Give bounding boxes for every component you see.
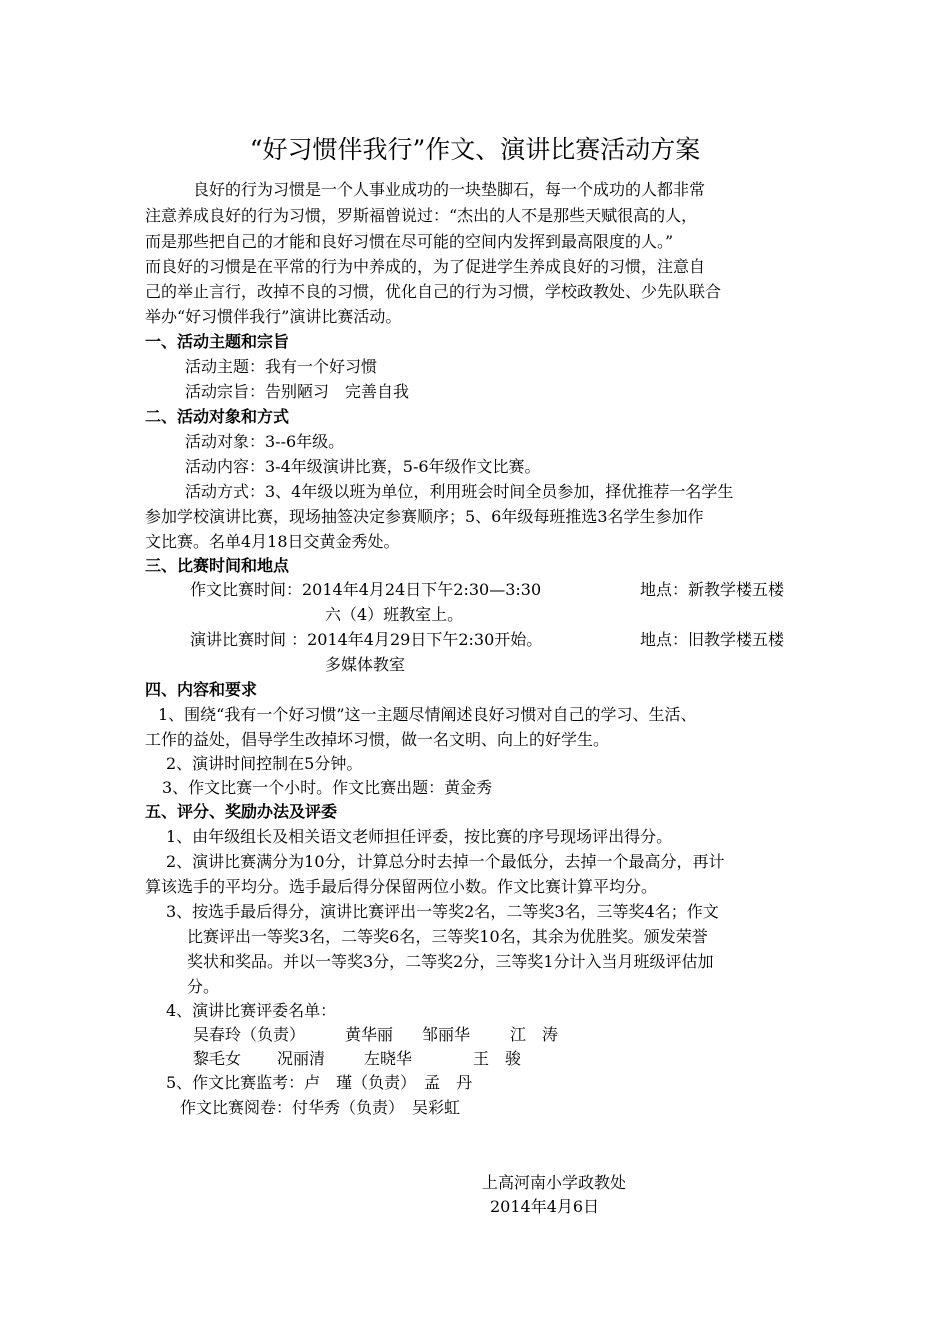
intro-line: 而是那些把自己的才能和良好习惯在尽可能的空间内发挥到最高限度的人。” <box>145 232 674 251</box>
intro-line: 举办“好习惯伴我行”演讲比赛活动。 <box>145 307 402 326</box>
section-heading-theme: 一、活动主题和宗旨 <box>145 332 290 351</box>
scoring-rule-3-line: 分。 <box>187 977 220 996</box>
judges-list-heading: 4、演讲比赛评委名单： <box>166 1001 337 1020</box>
scoring-rule-2-line: 2、演讲比赛满分为10分，计算总分时去掉一个最低分，去掉一个最高分，再计 <box>166 852 725 871</box>
judge-name: 况丽清 <box>277 1049 326 1068</box>
activity-method-line: 活动方式：3、4年级以班为单位，利用班会时间全员参加，择优推荐一名学生 <box>185 482 734 501</box>
essay-contest-time: 作文比赛时间：2014年4月24日下午2:30—3:30 <box>190 580 542 599</box>
requirement-2: 2、演讲时间控制在5分钟。 <box>166 754 363 773</box>
judge-name: 左晓华 <box>364 1049 413 1068</box>
section-heading-schedule: 三、比赛时间和地点 <box>145 556 290 575</box>
speech-contest-room: 多媒体教室 <box>325 655 406 674</box>
issuing-office: 上高河南小学政教处 <box>482 1173 627 1192</box>
intro-line: 良好的行为习惯是一个人事业成功的一块垫脚石，每一个成功的人都非常 <box>193 180 706 199</box>
judge-name: 黎毛女 <box>193 1049 242 1068</box>
judge-name: 吴春玲（负责） <box>193 1025 306 1044</box>
activity-theme: 活动主题：我有一个好习惯 <box>185 357 378 376</box>
activity-target: 活动对象：3--6年级。 <box>185 432 345 451</box>
requirement-1-line: 工作的益处，倡导学生改掉坏习惯，做一名文明、向上的好学生。 <box>145 730 610 749</box>
activity-method-line: 参加学校演讲比赛，现场抽签决定参赛顺序；5、6年级每班推选3名学生参加作 <box>145 507 704 526</box>
speech-contest-place: 地点：旧教学楼五楼 <box>640 630 785 649</box>
scoring-rule-3-line: 比赛评出一等奖3名，二等奖6名，三等奖10名，其余为优胜奖。颁发荣誉 <box>187 927 708 946</box>
activity-method-line: 文比赛。名单4月18日交黄金秀处。 <box>145 532 400 551</box>
intro-line: 而良好的习惯是在平常的行为中养成的，为了促进学生养成良好的习惯，注意自 <box>145 257 706 276</box>
scoring-rule-1: 1、由年级组长及相关语文老师担任评委，按比赛的序号现场评出得分。 <box>166 827 673 846</box>
judge-name: 邹丽华 <box>422 1025 471 1044</box>
section-heading-participants: 二、活动对象和方式 <box>145 407 290 426</box>
requirement-1-line: 1、围绕“我有一个好习惯”这一主题尽情阐述良好习惯对自己的学习、生活、 <box>158 705 697 724</box>
issue-date: 2014年4月6日 <box>490 1197 600 1216</box>
speech-contest-time: 演讲比赛时间 ：2014年4月29日下午2:30开始。 <box>190 630 543 649</box>
intro-line: 己的举止言行，改掉不良的习惯，优化自己的行为习惯，学校政教处、少先队联合 <box>145 282 722 301</box>
judge-name: 王 骏 <box>473 1049 522 1068</box>
judge-name: 黄华丽 <box>345 1025 394 1044</box>
intro-line: 注意养成良好的行为习惯，罗斯福曾说过：“杰出的人不是那些天赋很高的人， <box>145 206 698 225</box>
section-heading-scoring: 五、评分、奖励办法及评委 <box>145 802 338 821</box>
activity-content: 活动内容：3-4年级演讲比赛，5-6年级作文比赛。 <box>185 457 541 476</box>
essay-contest-place: 地点：新教学楼五楼 <box>640 580 785 599</box>
essay-invigilators: 5、作文比赛监考：卢 瑾（负责） 孟 丹 <box>166 1073 473 1092</box>
scoring-rule-2-line: 算该选手的平均分。选手最后得分保留两位小数。作文比赛计算平均分。 <box>145 877 658 896</box>
section-heading-requirements: 四、内容和要求 <box>145 680 258 699</box>
scoring-rule-3-line: 奖状和奖品。并以一等奖3分，二等奖2分，三等奖1分计入当月班级评估加 <box>187 952 714 971</box>
document-title: “好习惯伴我行”作文、演讲比赛活动方案 <box>249 135 701 164</box>
judge-name: 江 涛 <box>510 1025 559 1044</box>
scoring-rule-3-line: 3、按选手最后得分，演讲比赛评出一等奖2名，二等奖3名，三等奖4名；作文 <box>166 902 719 921</box>
activity-purpose: 活动宗旨：告别陋习 完善自我 <box>185 382 410 401</box>
essay-graders: 作文比赛阅卷：付华秀（负责） 吴彩虹 <box>180 1098 461 1117</box>
essay-contest-room: 六（4）班教室上。 <box>325 605 464 624</box>
requirement-3: 3、作文比赛一个小时。作文比赛出题：黄金秀 <box>162 778 493 797</box>
